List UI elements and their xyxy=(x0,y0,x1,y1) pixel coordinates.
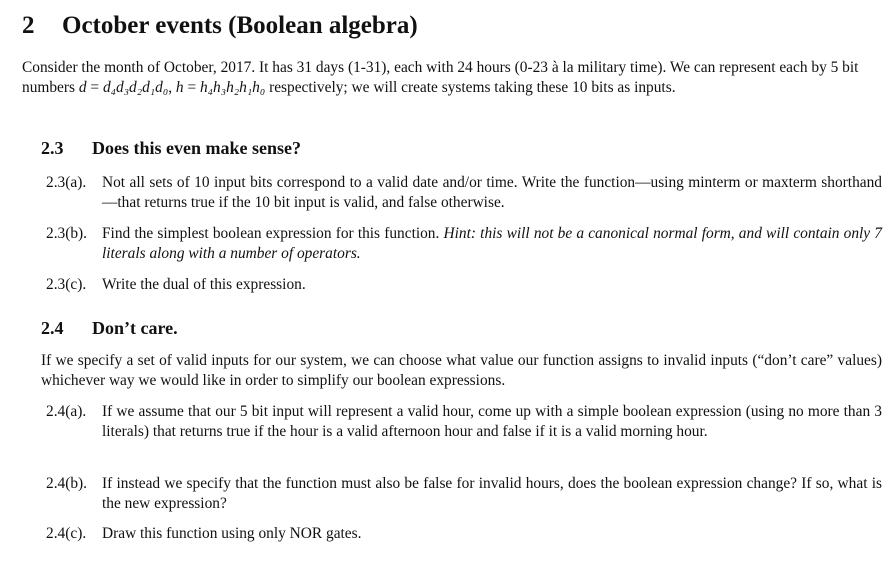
subsection-title: Don’t care. xyxy=(92,318,178,338)
equals-sign: = xyxy=(86,79,103,96)
subsection-heading-2-4 xyxy=(41,318,178,339)
intro-paragraph xyxy=(22,58,868,98)
question-text: Find the simplest boolean expression for this function. xyxy=(102,225,444,242)
question-text: Write the dual of this expression. xyxy=(102,276,306,293)
question-label: 2.3(c). xyxy=(46,276,87,293)
hint-text: Hint: this will not be a canonical normal form, and will contain only 7 literals along with a number of operators. xyxy=(102,225,883,262)
question-body xyxy=(46,224,882,264)
subsection-intro-2-4: If we specify a set of valid inputs for our system, we can choose what value our function assigns to invalid inputs (“don’t care” values) whichever way we would like in order to simplify our boolean expressions. xyxy=(41,352,882,389)
question-item-2-3c xyxy=(46,275,882,295)
equals-sign: = xyxy=(183,79,200,96)
h-bits-expression: h₄h₃h₂h₁h₀ xyxy=(199,79,266,96)
section-title: October events (Boolean algebra) xyxy=(62,12,418,39)
question-text: If instead we specify that the function must also be false for invalid hours, does the boolean expression change? If so, what is the new expression? xyxy=(102,475,882,512)
question-label: 2.4(c). xyxy=(46,525,87,542)
section-number: 2 xyxy=(22,12,35,39)
question-label: 2.4(b). xyxy=(46,475,88,492)
question-label: 2.3(b). xyxy=(46,225,88,242)
question-item-2-4a xyxy=(46,402,882,442)
question-item-2-4c xyxy=(46,524,882,544)
section-heading xyxy=(22,12,418,40)
intro-text-part1: Consider the month of October, 2017. It has 31 days (1-31), each with 24 hours (0-23 à la military time). We can represent each by 5 bit numbers xyxy=(22,59,859,96)
comma: , xyxy=(168,79,176,96)
intro-text-part2: respectively; we will create systems taking these 10 bits as inputs. xyxy=(265,79,676,96)
var-h: h xyxy=(175,79,184,96)
question-text: Draw this function using only NOR gates. xyxy=(102,525,362,542)
question-text: If we assume that our 5 bit input will represent a valid hour, come up with a simple boolean expression (using no more than 3 literals) that returns true if the hour is a valid afternoon hour and false if it is a valid morning hour. xyxy=(102,403,882,440)
question-label: 2.4(a). xyxy=(46,403,87,420)
question-label: 2.3(a). xyxy=(46,174,87,191)
question-item-2-3b xyxy=(46,224,882,264)
d-bits-expression: d₄d₃d₂d₁d₀ xyxy=(102,79,169,96)
subsection-title: Does this even make sense? xyxy=(92,138,301,158)
subsection-heading-2-3 xyxy=(41,138,301,159)
question-item-2-3a xyxy=(46,173,882,213)
subsection-number: 2.4 xyxy=(41,318,64,338)
question-text: Not all sets of 10 input bits correspond to a valid date and/or time. Write the function—using minterm or maxterm shorthand—that returns true if the 10 bit input is valid, and false otherwise. xyxy=(102,174,882,211)
var-d: d xyxy=(78,79,87,96)
subsection-number: 2.3 xyxy=(41,138,64,158)
question-item-2-4b xyxy=(46,474,882,514)
